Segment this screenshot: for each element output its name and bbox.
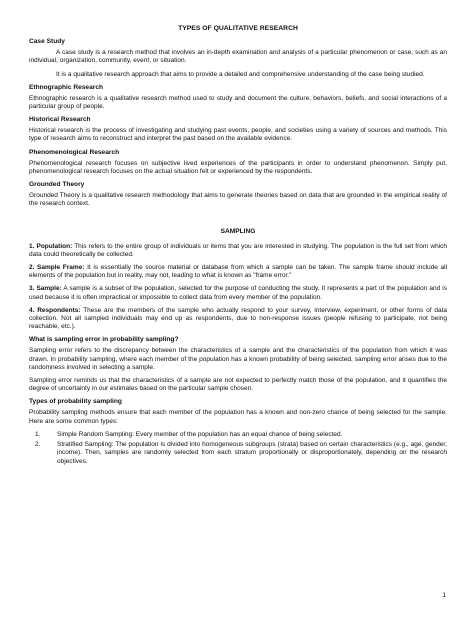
list-item-text: Simple Random Sampling: Every member of the population has an equal chance of being selected.: [57, 430, 343, 438]
sampling-error-heading: What is sampling error in probability sampling?: [29, 336, 179, 344]
list-item-number: 1.: [35, 430, 41, 438]
page-number: 1: [442, 592, 446, 599]
case-study-paragraph-2: It is a qualitative research approach that aims to provide a detailed and comprehensive understanding of the case being studied.: [56, 70, 425, 78]
ethnographic-heading: Ethnographic Research: [29, 83, 104, 91]
probability-types-heading: Types of probability sampling: [29, 398, 122, 406]
sampling-item-label: 2. Sample Frame:: [29, 264, 85, 272]
sampling-item-label: 1. Population:: [29, 242, 73, 250]
sampling-item-text: It is essentially the source material or database from which a sample can be taken. The sample frame should include all elements of the population but in reality, may not, leading to what is known as "frame error.": [29, 264, 448, 280]
list-item-text: Stratified Sampling: The population is divided into homogeneous subgroups (strata) based on certain characteristics (e.g., age, gender, income). Then, samples are randomly selected from each stratum proportionally or disproportionately, depending on the research objectives.: [57, 441, 447, 465]
sampling-item-text: A sample is a subset of the population, selected for the purpose of conducting the study. It represents a part of the population and is used because it is often impractical or impossible to collect data from every member of the population.: [29, 285, 448, 301]
grounded-theory-heading: Grounded Theory: [29, 181, 85, 189]
ethnographic-paragraph: Ethnographic research is a qualitative research method used to study and document the culture, behaviors, beliefs, and social interactions of a particular group of people.: [29, 94, 447, 111]
document-title: TYPES OF QUALITATIVE RESEARCH: [178, 25, 298, 32]
sampling-item-label: 3. Sample:: [29, 285, 62, 293]
phenomenological-heading: Phenomenological Research: [29, 148, 120, 156]
list-item: [29, 431, 447, 439]
section-spacer: [29, 213, 447, 228]
sampling-error-paragraph-1: Sampling error refers to the discrepancy between the characteristics of a sample and the characteristics of the population from which it was drawn. In probability sampling, where each member of the population has a known probability of being selected, sampling error arises due to the randomness involved in selecting a sample.: [29, 347, 447, 371]
sampling-error-paragraph-2: Sampling error reminds us that the characteristics of a sample are not expected to perfectly match those of the population, and it quantifies the degree of uncertainty in our estimates based on the particular sample chosen.: [29, 377, 447, 393]
probability-types-list: [29, 431, 447, 466]
historical-heading: Historical Research: [29, 116, 91, 124]
grounded-theory-paragraph: Grounded Theory is a qualitative research methodology that aims to generate theories based on data that are grounded in the empirical reality of the research context.: [29, 192, 447, 208]
sampling-item-text: This refers to the entire group of individuals or items that you are interested in studying. The population is the full set from which data could theoretically be collected.: [29, 242, 447, 258]
case-study-paragraph-1: A case study is a research method that involves an in-depth examination and analysis of a particular phenomenon or case, such as an individual, organization, community, event, or situation.: [29, 49, 447, 65]
sampling-item-respondents: [29, 307, 447, 332]
sampling-item-label: 4. Respondents:: [29, 306, 81, 314]
list-item: [29, 441, 447, 466]
phenomenological-paragraph: Phenomenological research focuses on subjective lived experiences of the participants in order to understand phenomenon. Simply put, phenomenological research focuses on the actual situation felt or experienced by the respondents.: [29, 159, 447, 175]
sampling-item-sample: [29, 285, 447, 301]
case-study-heading: Case Study: [29, 38, 65, 46]
list-item-number: 2.: [35, 441, 41, 449]
probability-types-paragraph: Probability sampling methods ensure that each member of the population has a known and non-zero chance of being selected for the sample. Here are some common types:: [29, 409, 447, 425]
sampling-item-sample-frame: [29, 264, 447, 280]
historical-paragraph: Historical research is the process of investigating and studying past events, people, and societies using a variety of sources and methods. This type of research aims to reconstruct and interpret the past based on the available evidence.: [29, 127, 447, 143]
sampling-item-text: These are the members of the sample who actually respond to your survey, interview, experiment, or other forms of data collection. Not all sampled individuals may end up as respondents, due to non-response issues (people refusing to participate, not being reachable, etc.).: [29, 306, 447, 331]
sampling-item-population: [29, 243, 447, 259]
sampling-title: SAMPLING: [220, 228, 256, 236]
